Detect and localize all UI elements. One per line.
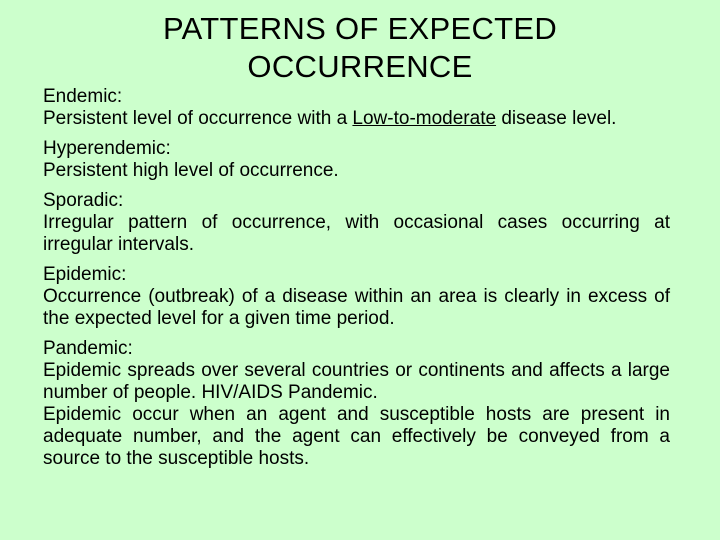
section-heading: Epidemic: <box>43 264 127 285</box>
section-pandemic <box>43 338 670 470</box>
section-hyperendemic <box>43 138 670 182</box>
section-heading: Pandemic: <box>43 338 133 359</box>
section-text: Occurrence (outbreak) of a disease within an area is clearly in excess of the expected level for a given time period. <box>43 286 670 329</box>
section-text: Irregular pattern of occurrence, with occasional cases occurring at irregular intervals. <box>43 212 670 255</box>
section-endemic <box>43 86 670 130</box>
section-text: Persistent high level of occurrence. <box>43 160 339 181</box>
section-sporadic <box>43 190 670 256</box>
section-epidemic <box>43 264 670 330</box>
section-heading: Sporadic: <box>43 190 124 211</box>
section-text: Epidemic spreads over several countries or continents and affects a large number of people. HIV/AIDS Pandemic. <box>43 360 670 403</box>
definitions-list <box>43 86 670 478</box>
section-heading: Endemic: <box>43 86 123 107</box>
section-text-continued: Epidemic occur when an agent and susceptible hosts are present in adequate number, and the agent can effectively be conveyed from a source to the susceptible hosts. <box>43 404 670 469</box>
section-text <box>43 108 670 130</box>
text-before-underline: Persistent level of occurrence with a <box>43 108 353 129</box>
title-line-2: OCCURRENCE <box>247 49 473 84</box>
section-heading: Hyperendemic: <box>43 138 171 159</box>
slide-title <box>0 10 720 86</box>
title-line-1: PATTERNS OF EXPECTED <box>162 11 558 46</box>
text-after-underline: disease level. <box>496 108 617 129</box>
underlined-text: Low-to-moderate <box>352 108 497 129</box>
